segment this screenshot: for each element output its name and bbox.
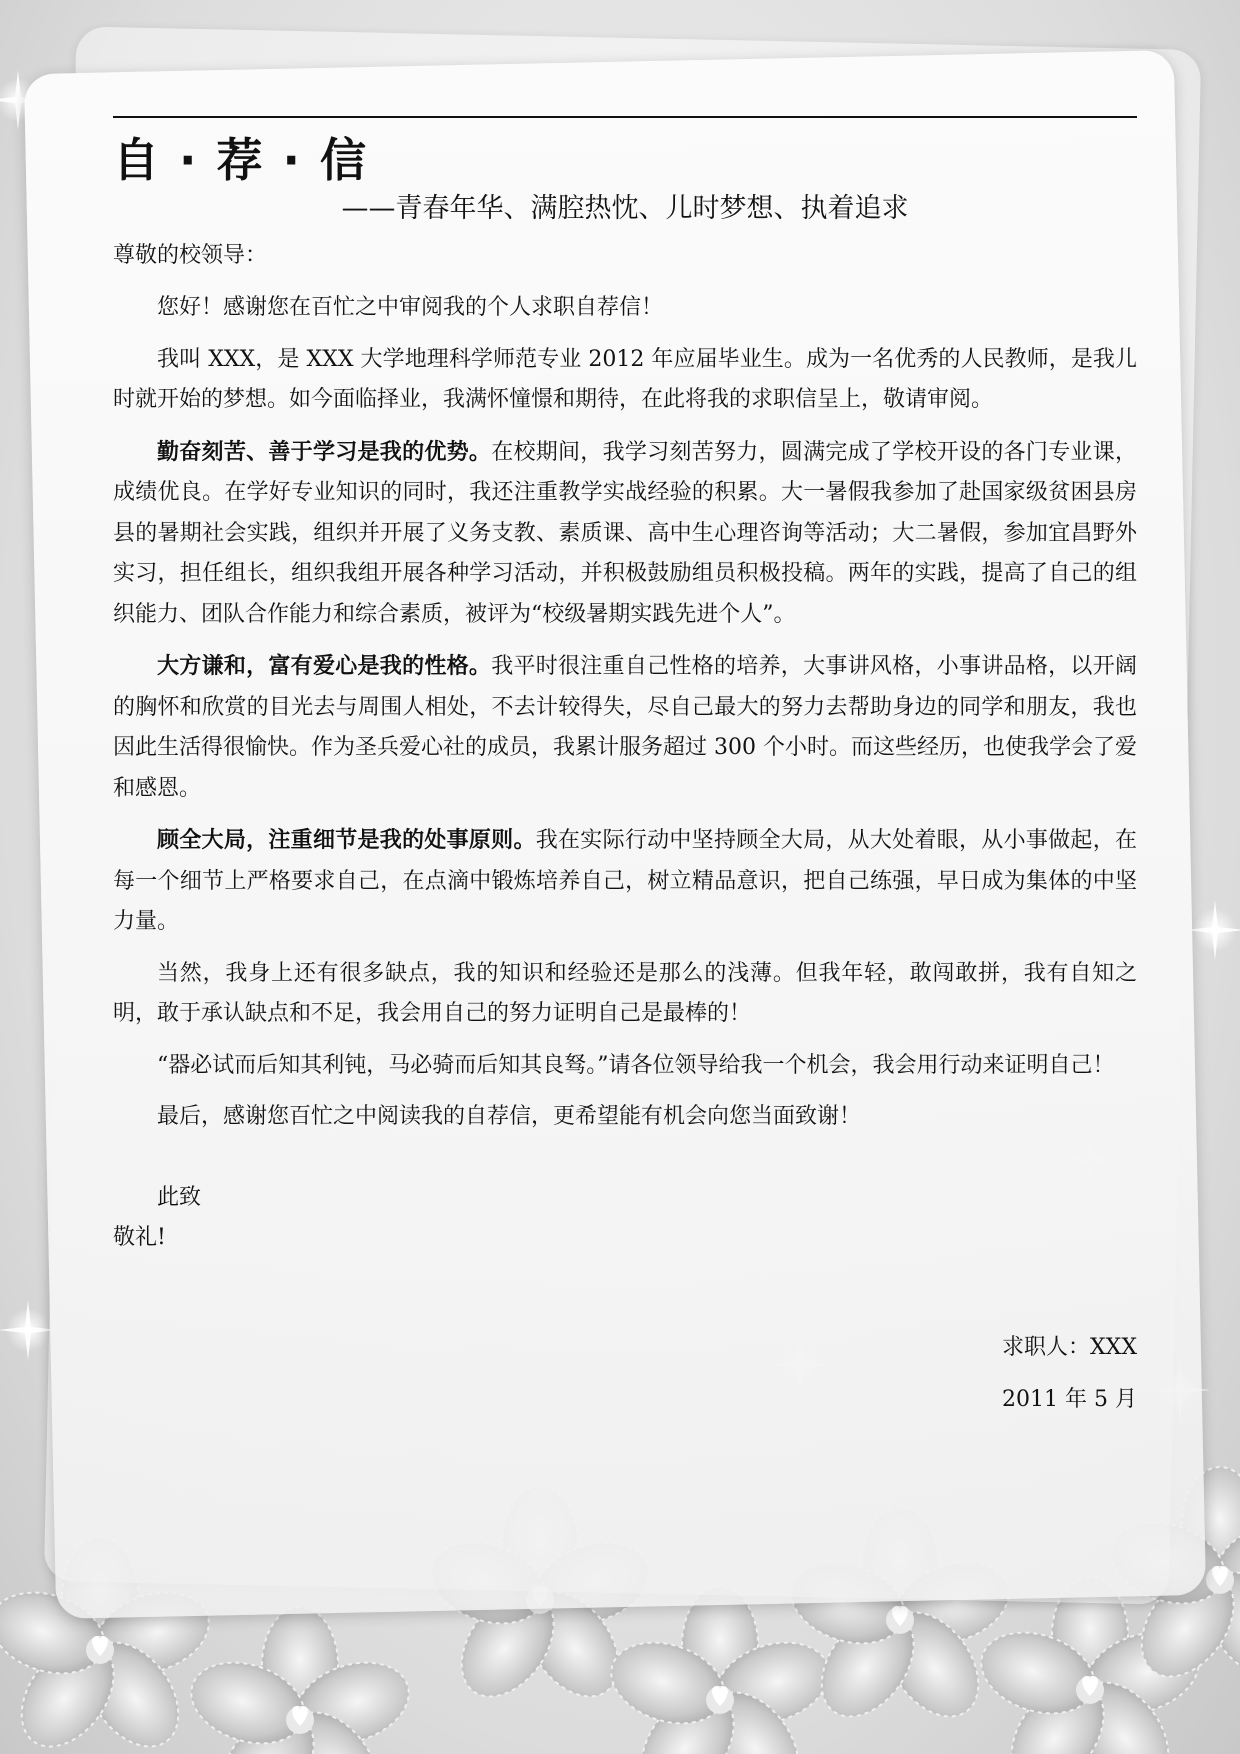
- letter-content: [113, 116, 1137, 1420]
- paragraph-text: 最后，感谢您百忙之中阅读我的自荐信，更希望能有机会向您当面致谢！: [157, 1104, 862, 1129]
- body-paragraph: [113, 1046, 1137, 1087]
- flower-decoration: [181, 1607, 419, 1754]
- paragraph-highlight: 顾全大局，注重细节是我的处事原则。: [157, 827, 536, 853]
- flower-decoration: [601, 1587, 839, 1754]
- paragraph-text: 我平时很注重自己性格的培养，大事讲风格，小事讲品格，以开阔的胸怀和欣赏的目光去与周围人相处，不去计较得失，尽自己最大的努力去帮助身边的同学和朋友，我也因此生活得很愉快。作为圣兵爱心社的成员，我累计服务超过 300 个小时。而这些经历，也使我学会了爱和感恩。: [113, 654, 1137, 801]
- body-paragraph: [113, 820, 1137, 943]
- letter-subtitle: ——青春年华、满腔热忱、儿时梦想、执着追求: [341, 193, 909, 224]
- paragraph-text: “器必试而后知其利钝，马必骑而后知其良驽。”请各位领导给我一个机会，我会用行动来证明自己！: [157, 1052, 1115, 1078]
- paragraph-text: 在校期间，我学习刻苦努力，圆满完成了学校开设的各门专业课，成绩优良。在学好专业知识的同时，我还注重教学实战经验的积累。大一暑假我参加了赴国家级贫困县房县的暑期社会实践，组织并开展了义务支教、素质课、高中生心理咨询等活动；大二暑假，参加宜昌野外实习，担任组长，组织我组开展各种学习活动，并积极鼓励组员积极投稿。两年的实践，提高了自己的组织能力、团队合作能力和综合素质，被评为“校级暑期实践先进个人”。: [113, 439, 1137, 627]
- paragraph-text: 当然，我身上还有很多缺点，我的知识和经验还是那么的浅薄。但我年轻，敢闯敢拼，我有自知之明，敢于承认缺点和不足，我会用自己的努力证明自己是最棒的！: [113, 960, 1137, 1026]
- body-paragraph: [113, 954, 1137, 1035]
- salutation: 尊敬的校领导：: [113, 243, 268, 268]
- paragraph-text: 您好！感谢您在百忙之中审阅我的个人求职自荐信！: [157, 295, 664, 320]
- body-paragraph: [113, 432, 1137, 636]
- sparkle-decoration: [1185, 900, 1240, 960]
- paragraph-text: 我叫 XXX，是 XXX 大学地理科学师范专业 2012 年应届毕业生。成为一名优秀的人民教师，是我儿时就开始的梦想。如今面临择业，我满怀憧憬和期待，在此将我的求职信呈上，敬请审阅。: [113, 346, 1137, 412]
- closing-line: 此致: [157, 1184, 202, 1210]
- letter-title: 自 · 荐 · 信: [113, 133, 369, 187]
- body-paragraph: [113, 646, 1137, 809]
- flower-decoration: [971, 1577, 1209, 1754]
- closing-regards: 敬礼!: [113, 1224, 166, 1250]
- paragraph-highlight: 大方谦和，富有爱心是我的性格。: [157, 653, 492, 679]
- signature: 求职人：XXX: [1002, 1334, 1137, 1360]
- letter-body: [113, 288, 1137, 1138]
- body-paragraph: [113, 340, 1137, 421]
- letter-date: 2011 年 5 月: [1002, 1386, 1137, 1412]
- top-rule: [113, 116, 1137, 118]
- paragraph-highlight: 勤奋刻苦、善于学习是我的优势。: [157, 438, 492, 465]
- body-paragraph: [113, 288, 1137, 329]
- body-paragraph: [113, 1097, 1137, 1138]
- paragraph-text: 我在实际行动中坚持顾全大局，从大处着眼，从小事做起，在每一个细节上严格要求自己，在点滴中锻炼培养自己，树立精品意识，把自己练强，早日成为集体的中坚力量。: [113, 828, 1137, 934]
